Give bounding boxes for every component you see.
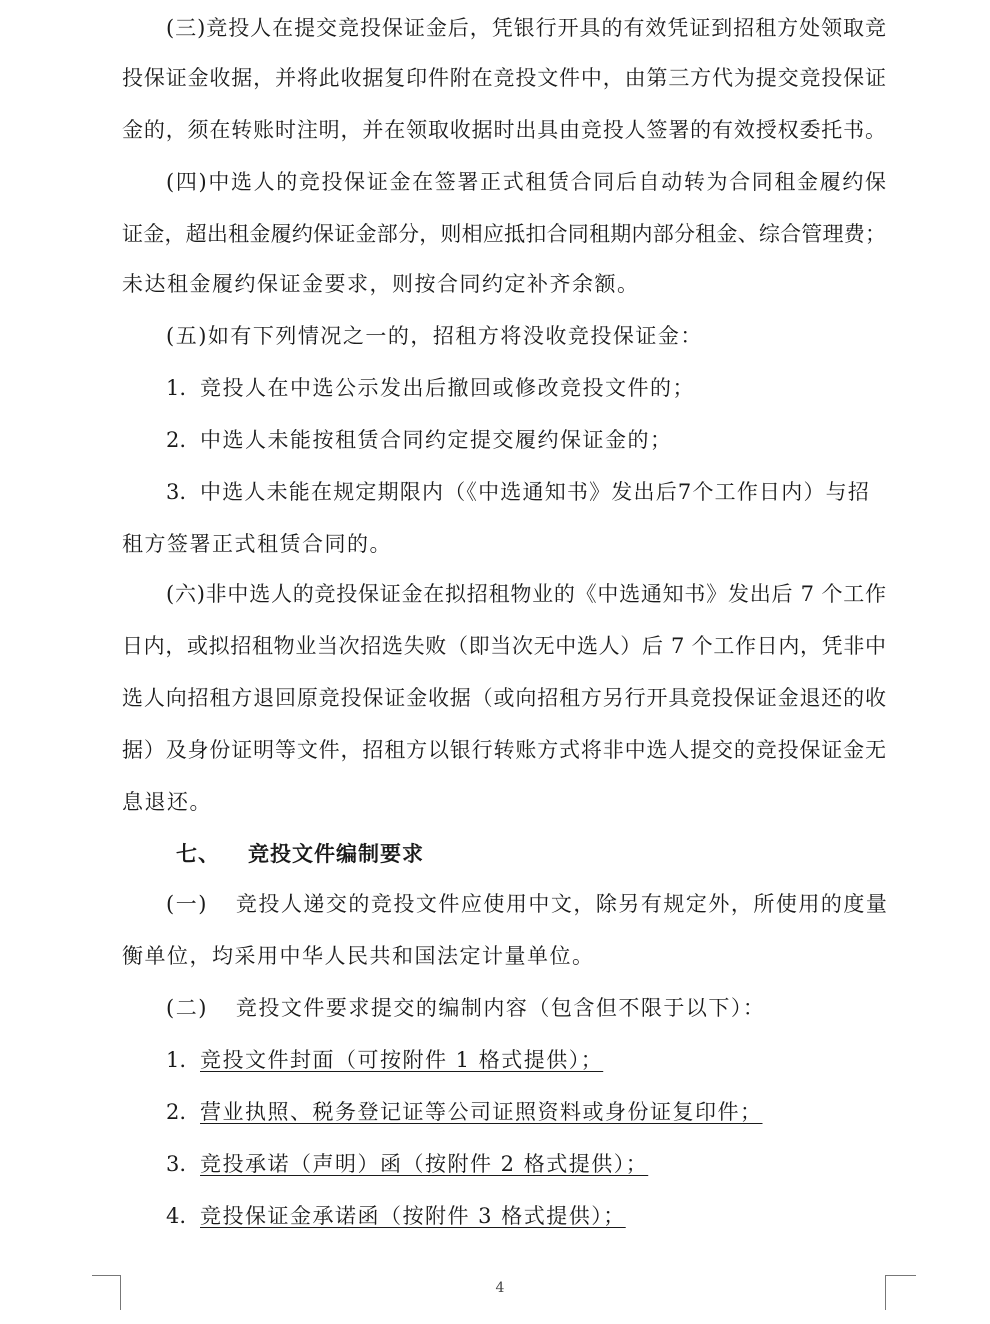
paragraph-6-line-1: (六)非中选人的竞投保证金在拟招租物业的《中选通知书》发出后 7 个工作 xyxy=(166,582,886,606)
paragraph-4-line-3: 未达租金履约保证金要求，则按合同约定补齐余额。 xyxy=(122,272,640,296)
paragraph-6-line-5: 息退还。 xyxy=(122,790,212,814)
item-text: 竞投承诺（声明）函（按附件 2 格式提供）； xyxy=(200,1152,649,1176)
paragraph-6-line-4: 据）及身份证明等文件，招租方以银行转账方式将非中选人提交的竞投保证金无 xyxy=(122,738,886,762)
item-text: 营业执照、税务登记证等公司证照资料或身份证复印件； xyxy=(200,1100,763,1124)
item-number: 4. xyxy=(166,1204,187,1228)
subsection-label: (一) xyxy=(166,892,208,916)
item-number: 2. xyxy=(166,1100,187,1124)
paragraph-4-line-1: (四)中选人的竞投保证金在签署正式租赁合同后自动转为合同租金履约保 xyxy=(166,170,886,194)
section-number: 七、 xyxy=(176,841,220,866)
item-text: 竞投人在中选公示发出后撤回或修改竞投文件的； xyxy=(200,376,695,400)
paragraph-5-item-3 xyxy=(166,476,886,508)
paragraph-5-item-2 xyxy=(166,424,886,456)
paragraph-5-item-3-continued: 租方签署正式租赁合同的。 xyxy=(122,532,392,556)
item-number: 1. xyxy=(166,1048,187,1072)
subsection-1-line-1 xyxy=(166,888,889,920)
required-item-3 xyxy=(166,1148,886,1180)
item-text: 竞投文件封面（可按附件 1 格式提供）； xyxy=(200,1048,604,1072)
paragraph-4-line-2: 证金，超出租金履约保证金部分，则相应抵扣合同租期内部分租金、综合管理费； xyxy=(122,222,886,246)
subsection-1-line-2: 衡单位，均采用中华人民共和国法定计量单位。 xyxy=(122,944,595,968)
required-item-4 xyxy=(166,1200,886,1232)
item-number: 2. xyxy=(166,428,187,452)
subsection-text: 竞投文件要求提交的编制内容（包含但不限于以下）： xyxy=(235,996,766,1020)
paragraph-3-line-3: 金的，须在转账时注明，并在领取收据时出具由竞投人签署的有效授权委托书。 xyxy=(122,118,886,142)
required-item-2 xyxy=(166,1096,886,1128)
paragraph-6-line-2: 日内，或拟招租物业当次招选失败（即当次无中选人）后 7 个工作日内，凭非中 xyxy=(122,634,886,658)
paragraph-3-line-2: 投保证金收据，并将此收据复印件附在竞投文件中，由第三方代为提交竞投保证 xyxy=(122,66,886,90)
subsection-2-line-1 xyxy=(166,992,886,1024)
item-text: 竞投保证金承诺函（按附件 3 格式提供）； xyxy=(200,1204,626,1228)
paragraph-3-line-1: (三)竞投人在提交竞投保证金后，凭银行开具的有效凭证到招租方处领取竞 xyxy=(166,16,886,40)
required-item-1 xyxy=(166,1044,886,1076)
margin-corner-left xyxy=(92,1275,121,1310)
subsection-label: (二) xyxy=(166,996,208,1020)
section-title: 竞投文件编制要求 xyxy=(248,841,424,866)
item-number: 3. xyxy=(166,480,187,504)
subsection-text: 竞投人递交的竞投文件应使用中文，除另有规定外，所使用的度量 xyxy=(235,892,889,916)
paragraph-6-line-3: 选人向招租方退回原竞投保证金收据（或向招租方另行开具竞投保证金退还的收 xyxy=(122,686,886,710)
section-heading xyxy=(176,838,676,870)
paragraph-5-line-1: (五)如有下列情况之一的，招租方将没收竞投保证金： xyxy=(166,324,703,348)
margin-corner-right xyxy=(885,1275,916,1310)
item-number: 1. xyxy=(166,376,187,400)
item-number: 3. xyxy=(166,1152,187,1176)
item-text: 中选人未能按租赁合同约定提交履约保证金的； xyxy=(200,428,673,452)
paragraph-5-item-1 xyxy=(166,372,886,404)
item-text: 中选人未能在规定期限内（《中选通知书》发出后7个工作日内）与招 xyxy=(200,480,871,504)
page-number: 4 xyxy=(495,1280,505,1296)
